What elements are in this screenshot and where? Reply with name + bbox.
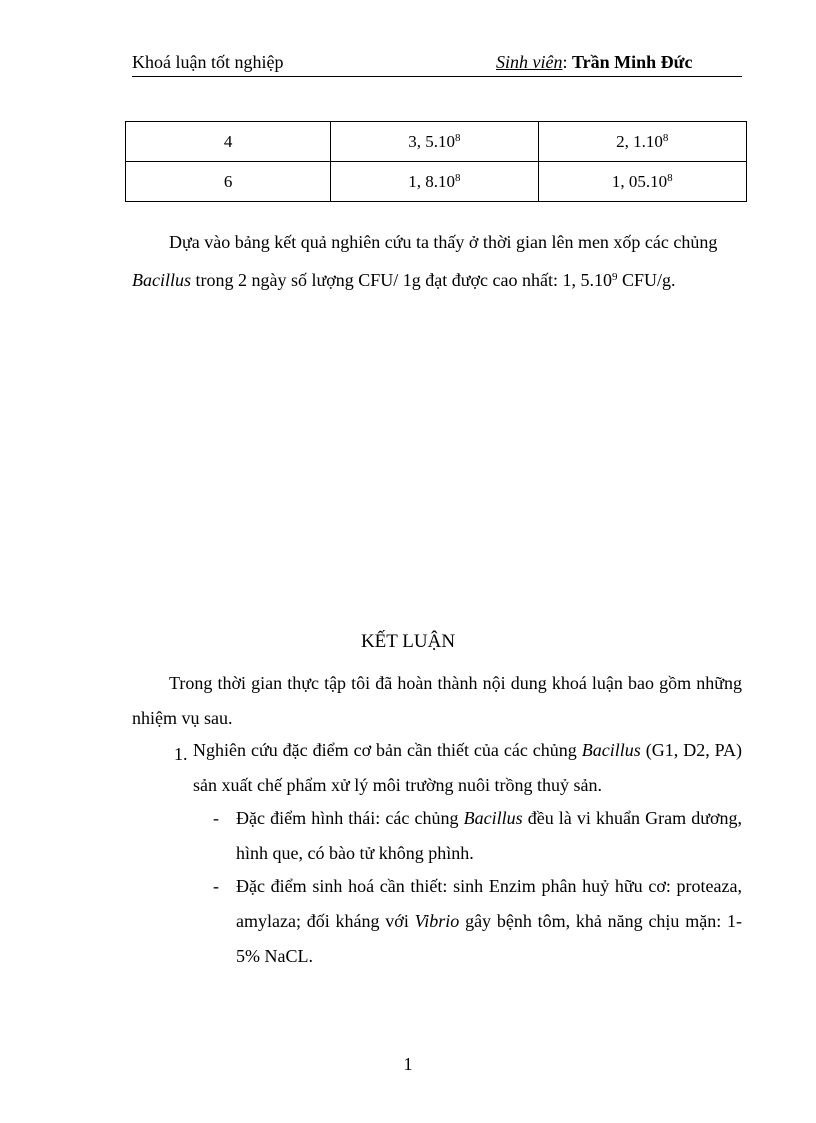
bullet-dash: - [213,876,219,896]
thesis-label: Khoá luận tốt nghiệp [132,52,284,72]
numbered-item [174,733,742,803]
results-table [125,121,747,202]
item-number: 1. [174,744,188,764]
item-text: Nghiên cứu đặc điểm cơ bản cần thiết của các chủng Bacillus (G1, D2, PA) sản xuất chế phẩm xử lý môi trường nuôi trồng thuỷ sản. [193,740,743,795]
table-row [126,122,747,162]
student-name: Trần Minh Đức [572,52,693,72]
table-cell: 3, 5.10$^8$ [331,122,538,162]
bullet-item [213,869,742,974]
page-header [132,52,742,77]
table-cell: 1, 05.10$^8$ [538,162,746,202]
section-title: KẾT LUẬN [360,631,456,652]
student-info [496,52,692,73]
student-colon: : [562,52,572,72]
table-cell: 1, 8.10$^8$ [331,162,538,202]
table-cell: 6 [126,162,331,202]
conclusion-intro: Trong thời gian thực tập tôi đã hoàn thành nội dung khoá luận bao gồm những nhiệm vụ sau. [132,673,742,728]
table-row [126,162,747,202]
bullet-dash: - [213,808,219,828]
results-paragraph: Dựa vào bảng kết quả nghiên cứu ta thấy ở thời gian lên men xốp các chủng Bacillus trong 2 ngày số lượng CFU/ 1g đạt được cao nhất: 1, 5.10$^9$ CFU/g. [132,232,718,290]
page-number: 1 [403,1054,413,1074]
bullet-text: Đặc điểm sinh hoá cần thiết: sinh Enzim phân huỷ hữu cơ: proteaza, amylaza; đối kháng với Vibrio gây bệnh tôm, khả năng chịu mặn: 1-5% NaCL. [236,876,742,966]
bullet-text: Đặc điểm hình thái: các chủng Bacillus đều là vi khuẩn Gram dương, hình que, có bào tử không phình. [236,808,742,863]
student-label: Sinh viên [496,52,563,72]
table-cell: 4 [126,122,331,162]
table-cell: 2, 1.10$^8$ [538,122,746,162]
bullet-item [213,801,742,871]
